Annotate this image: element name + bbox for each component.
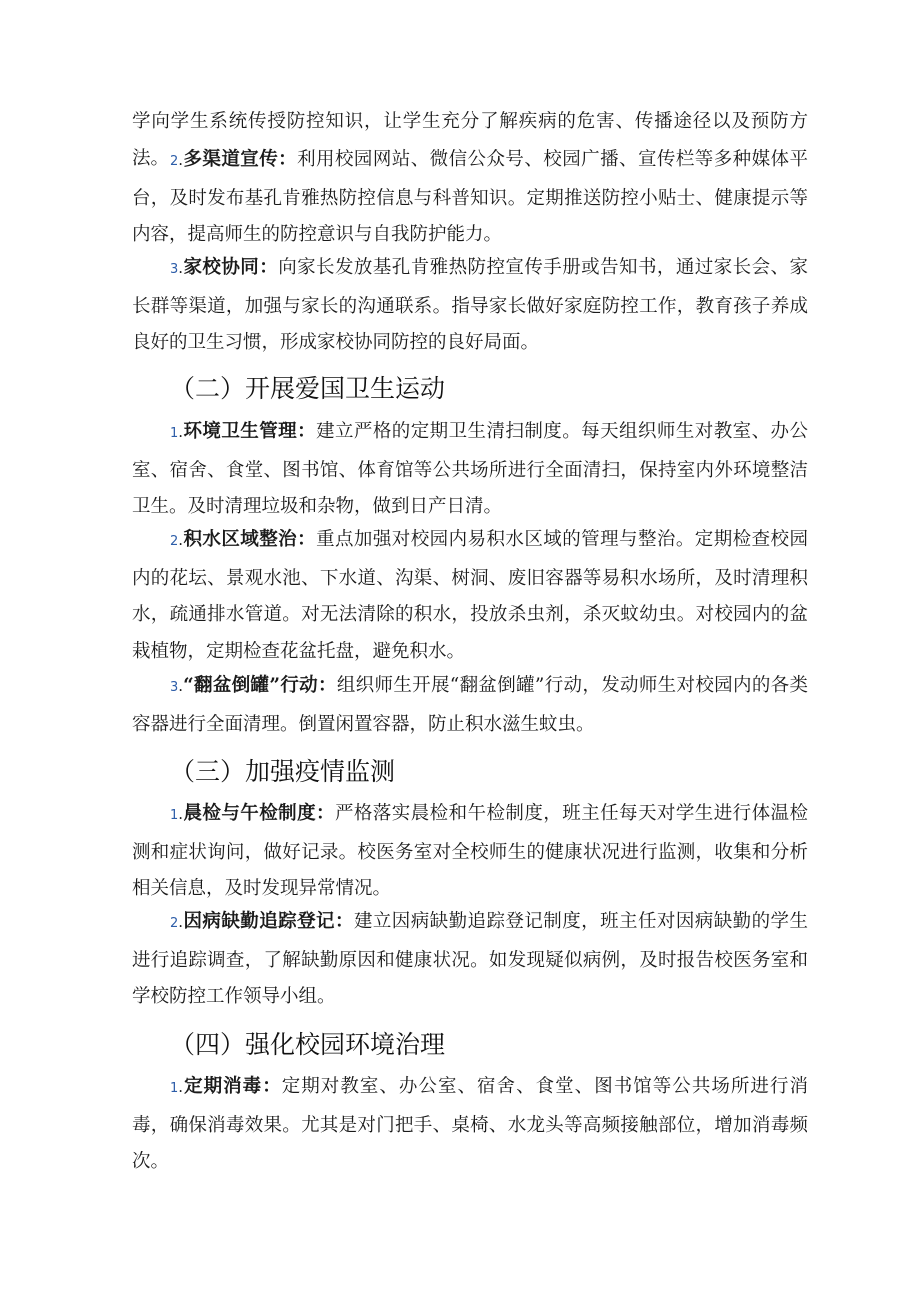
paragraph-standing-water: 2.积水区域整治：重点加强对校园内易积水区域的管理与整治。定期检查校园内的花坛、景观水池、下水道、沟渠、树洞、废旧容器等易积水场所，及时清理积水，疏通排水管道。对无法清除的积水，投放杀虫剂，杀灭蚊幼虫。对校园内的盆栽植物，定期检查花盆托盘，避免积水。 xyxy=(132,529,808,662)
item-number: 1 xyxy=(170,808,179,823)
section-heading-3: （三）加强疫情监测 xyxy=(170,757,396,786)
section-heading-2: （二）开展爱国卫生运动 xyxy=(170,374,446,403)
paragraph-text: 重点加强对校园内易积水区域的管理与整治。定期检查校园内的花坛、景观水池、下水道、沟渠、树洞、废旧容器等易积水场所，及时清理积水，疏通排水管道。对无法清除的积水，投放杀虫剂，杀灭蚊幼虫。对校园内的盆栽植物，定期检查花盆托盘，避免积水。 xyxy=(132,529,808,662)
paragraph-text: 组织师生开展“翻盆倒罐”行动，发动师生对校园内的各类容器进行全面清理。倒置闲置容器，防止积水滋生蚊虫。 xyxy=(132,675,808,735)
item-title: 多渠道宣传： xyxy=(183,149,298,170)
paragraph-multichannel-publicity: 2.多渠道宣传：利用校园网站、微信公众号、校园广播、宣传栏等多种媒体平台，及时发布基孔肯雅热防控信息与科普知识。定期推送防控小贴士、健康提示等内容，提高师生的防控意识与自我防护能力。 xyxy=(132,149,808,245)
item-number: 1 xyxy=(170,1081,179,1096)
paragraph-disinfection: 1.定期消毒：定期对教室、办公室、宿舍、食堂、图书馆等公共场所进行消毒，确保消毒效果。尤其是对门把手、桌椅、水龙头等高频接触部位，增加消毒频次。 xyxy=(132,1076,808,1172)
paragraph-environment-management: 1.环境卫生管理：建立严格的定期卫生清扫制度。每天组织师生对教室、办公室、宿舍、食堂、图书馆、体育馆等公共场所进行全面清扫，保持室内外环境整洁卫生。及时清理垃圾和杂物，做到日产日清。 xyxy=(132,421,808,517)
paragraph-text: 建立严格的定期卫生清扫制度。每天组织师生对教室、办公室、宿舍、食堂、图书馆、体育馆等公共场所进行全面清扫，保持室内外环境整洁卫生。及时清理垃圾和杂物，做到日产日清。 xyxy=(132,421,808,517)
item-number: 2 xyxy=(170,154,179,169)
item-title: 家校协同： xyxy=(183,257,279,278)
paragraph-text: 定期对教室、办公室、宿舍、食堂、图书馆等公共场所进行消毒，确保消毒效果。尤其是对门把手、桌椅、水龙头等高频接触部位，增加消毒频次。 xyxy=(132,1076,808,1172)
item-number: 2 xyxy=(170,916,179,931)
item-number: 1 xyxy=(170,426,179,441)
paragraph-container-cleanup: 3.“翻盆倒罐”行动：组织师生开展“翻盆倒罐”行动，发动师生对校园内的各类容器进行全面清理。倒置闲置容器，防止积水滋生蚊虫。 xyxy=(132,675,808,735)
item-title: 晨检与午检制度： xyxy=(183,803,335,824)
paragraph-text: 建立因病缺勤追踪登记制度，班主任对因病缺勤的学生进行追踪调查，了解缺勤原因和健康状况。如发现疑似病例，及时报告校医务室和学校防控工作领导小组。 xyxy=(132,911,808,1007)
paragraph-text: 学向学生系统传授防控知识，让学生充分了解疾病的危害、传播途径以及预防方法。 xyxy=(132,111,808,169)
item-number: 3 xyxy=(170,262,179,277)
paragraph-absence-tracking: 2.因病缺勤追踪登记：建立因病缺勤追踪登记制度，班主任对因病缺勤的学生进行追踪调查，了解缺勤原因和健康状况。如发现疑似病例，及时报告校医务室和学校防控工作领导小组。 xyxy=(132,911,808,1007)
item-title: 积水区域整治： xyxy=(183,529,317,550)
paragraph-text: 利用校园网站、微信公众号、校园广播、宣传栏等多种媒体平台，及时发布基孔肯雅热防控信息与科普知识。定期推送防控小贴士、健康提示等内容，提高师生的防控意识与自我防护能力。 xyxy=(132,149,808,245)
paragraph-morning-check: 1.晨检与午检制度：严格落实晨检和午检制度，班主任每天对学生进行体温检测和症状询问，做好记录。校医务室对全校师生的健康状况进行监测，收集和分析相关信息，及时发现异常情况。 xyxy=(132,803,808,899)
item-title: 环境卫生管理： xyxy=(183,421,317,442)
paragraph-text: 严格落实晨检和午检制度，班主任每天对学生进行体温检测和症状询问，做好记录。校医务室对全校师生的健康状况进行监测，收集和分析相关信息，及时发现异常情况。 xyxy=(132,803,808,899)
item-number: 3 xyxy=(170,680,179,695)
paragraph-text: 向家长发放基孔肯雅热防控宣传手册或告知书，通过家长会、家长群等渠道，加强与家长的沟通联系。指导家长做好家庭防控工作，教育孩子养成良好的卫生习惯，形成家校协同防控的良好局面。 xyxy=(132,257,808,353)
paragraph-home-school-cooperation: 3.家校协同：向家长发放基孔肯雅热防控宣传手册或告知书，通过家长会、家长群等渠道，加强与家长的沟通联系。指导家长做好家庭防控工作，教育孩子养成良好的卫生习惯，形成家校协同防控的良好局面。 xyxy=(132,257,808,353)
item-number: 2 xyxy=(170,534,179,549)
item-title: “翻盆倒罐”行动： xyxy=(183,675,337,696)
item-title: 定期消毒： xyxy=(183,1076,282,1097)
section-heading-4: （四）强化校园环境治理 xyxy=(170,1030,446,1059)
item-title: 因病缺勤追踪登记： xyxy=(183,911,354,932)
